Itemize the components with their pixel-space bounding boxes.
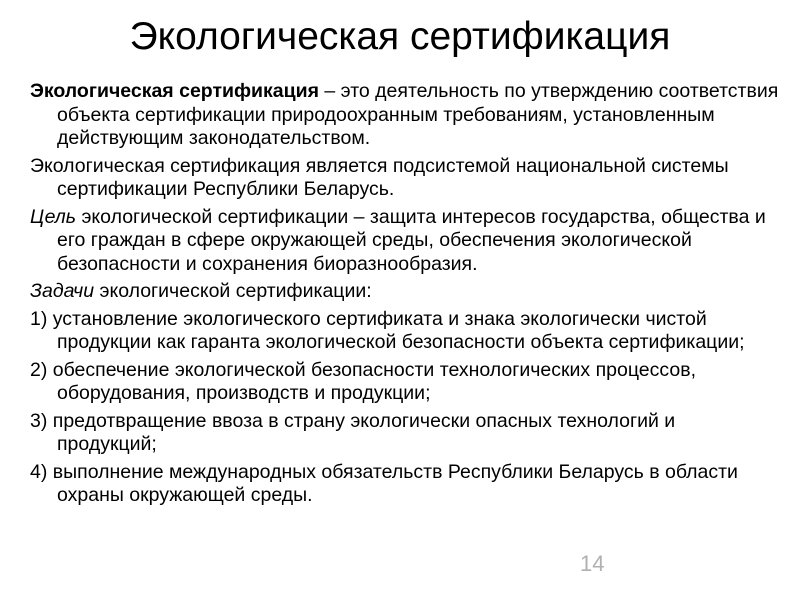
goal-label: Цель: [30, 205, 77, 228]
definition-term: Экологическая сертификация: [30, 80, 319, 102]
definition-text: – это деятельность по утверждению соответствия объекта сертификации природоохранным требованиям, установленным действующим законодательством.: [57, 80, 779, 149]
tasks-heading: [30, 280, 780, 304]
tasks-text: экологической сертификации:: [94, 280, 372, 302]
slide-content: [30, 80, 780, 512]
tasks-label: Задачи: [30, 280, 95, 302]
task-item-3: 3) предотвращение ввоза в страну экологически опасных технологий и продукций;: [30, 409, 676, 455]
goal-paragraph: [30, 206, 780, 277]
slide-title: Экологическая сертификация: [129, 15, 671, 58]
definition-paragraph: [30, 80, 780, 151]
task-item-4: 4) выполнение международных обязательств Республики Беларусь в области охраны окружающей среды.: [30, 460, 738, 506]
page-number: 14: [580, 551, 605, 576]
task-item-2: 2) обеспечение экологической безопасности технологических процессов, оборудования, производств и продукции;: [30, 358, 696, 404]
task-item-1: 1) установление экологического сертификата и знака экологически чистой продукции как гаранта экологической безопасности объекта сертификации;: [30, 307, 745, 353]
subsystem-paragraph: Экологическая сертификация является подсистемой национальной системы сертификации Республики Беларусь.: [30, 154, 729, 200]
goal-text: экологической сертификации – защита интересов государства, общества и его граждан в сфере окружающей среды, обеспечения экологической безопасности и сохранения биоразнообразия.: [57, 205, 766, 275]
